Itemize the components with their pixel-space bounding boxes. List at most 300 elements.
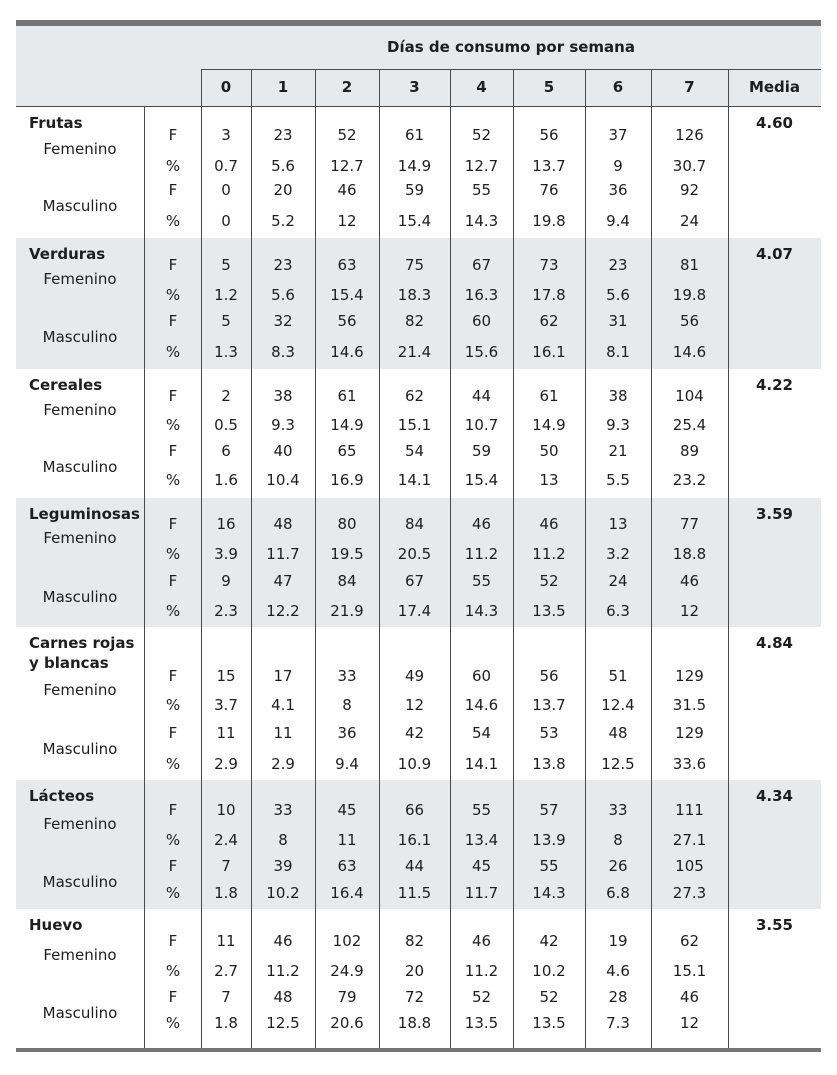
table-cell: 53 bbox=[539, 724, 559, 742]
table-cell: 81 bbox=[679, 256, 700, 274]
table-cell: 82 bbox=[404, 932, 425, 950]
table-cell: 18.8 bbox=[397, 1014, 432, 1032]
table-cell: 79 bbox=[337, 988, 357, 1006]
table-cell: 16.3 bbox=[464, 286, 499, 304]
table-cell: 24 bbox=[608, 572, 628, 590]
table-cell: 10.4 bbox=[266, 471, 300, 489]
row-type: % bbox=[165, 416, 181, 434]
table-cell: 62 bbox=[404, 387, 425, 405]
table-cell: 20 bbox=[273, 181, 293, 199]
table-cell: 126 bbox=[675, 126, 704, 144]
table-cell: 37 bbox=[608, 126, 628, 144]
table-cell: 102 bbox=[332, 932, 362, 950]
media-value: 4.22 bbox=[755, 376, 793, 394]
table-cell: 28 bbox=[608, 988, 628, 1006]
table-cell: 13.9 bbox=[532, 831, 566, 849]
row-type: % bbox=[165, 286, 181, 304]
table-cell: 33.6 bbox=[672, 755, 707, 773]
table-cell: 17.8 bbox=[532, 286, 566, 304]
table-cell: 76 bbox=[539, 181, 559, 199]
table-cell: 1.6 bbox=[214, 471, 238, 489]
table-cell: 30.7 bbox=[672, 157, 707, 175]
table-cell: 44 bbox=[404, 857, 425, 875]
table-cell: 16.9 bbox=[330, 471, 364, 489]
table-cell: 21 bbox=[608, 442, 628, 460]
table-cell: 3.9 bbox=[214, 545, 238, 563]
table-cell: 12 bbox=[679, 602, 700, 620]
table-cell: 20.5 bbox=[397, 545, 432, 563]
table-cell: 2.7 bbox=[214, 962, 238, 980]
table-cell: 11 bbox=[216, 724, 236, 742]
table-cell: 129 bbox=[675, 724, 704, 742]
table-cell: 14.6 bbox=[464, 696, 499, 714]
table-cell: 1.2 bbox=[214, 286, 238, 304]
table-cell: 49 bbox=[404, 667, 425, 685]
table-cell: 10.7 bbox=[464, 416, 499, 434]
table-cell: 13.5 bbox=[532, 1014, 566, 1032]
table-cell: 9 bbox=[613, 157, 623, 175]
table-cell: 16.1 bbox=[397, 831, 432, 849]
table-cell: 13 bbox=[539, 471, 559, 489]
table-cell: 56 bbox=[539, 126, 559, 144]
table-cell: 14.9 bbox=[397, 157, 432, 175]
table-cell: 13.8 bbox=[532, 755, 566, 773]
column-divider bbox=[201, 69, 202, 1048]
column-divider bbox=[728, 69, 729, 1048]
table-cell: 59 bbox=[404, 181, 425, 199]
table-cell: 4.1 bbox=[271, 696, 295, 714]
row-type: F bbox=[168, 442, 178, 460]
table-cell: 84 bbox=[404, 515, 425, 533]
table-cell: 2.9 bbox=[271, 755, 295, 773]
table-cell: 56 bbox=[679, 312, 700, 330]
table-cell: 31 bbox=[608, 312, 628, 330]
table-cell: 80 bbox=[337, 515, 357, 533]
table-cell: 1.3 bbox=[214, 343, 238, 361]
column-header-2: 2 bbox=[341, 78, 353, 96]
sex-label: Masculino bbox=[42, 197, 118, 215]
table-cell: 15.4 bbox=[330, 286, 364, 304]
table-cell: 104 bbox=[675, 387, 704, 405]
table-cell: 61 bbox=[539, 387, 559, 405]
table-cell: 66 bbox=[404, 801, 425, 819]
table-cell: 52 bbox=[471, 126, 492, 144]
table-cell: 13.4 bbox=[464, 831, 499, 849]
table-cell: 3.2 bbox=[606, 545, 630, 563]
table-cell: 11.7 bbox=[464, 884, 499, 902]
category-name: Verduras bbox=[29, 245, 106, 263]
row-type: % bbox=[165, 831, 181, 849]
table-cell: 46 bbox=[679, 988, 700, 1006]
table-cell: 13.5 bbox=[532, 602, 566, 620]
sex-label: Femenino bbox=[43, 529, 117, 547]
table-cell: 2.9 bbox=[214, 755, 238, 773]
table-cell: 5.6 bbox=[606, 286, 630, 304]
media-value: 3.59 bbox=[755, 505, 793, 523]
table-cell: 19.8 bbox=[672, 286, 707, 304]
table-cell: 5.6 bbox=[271, 157, 295, 175]
table-cell: 6.8 bbox=[606, 884, 630, 902]
table-cell: 32 bbox=[273, 312, 293, 330]
row-type: F bbox=[168, 126, 178, 144]
table-cell: 10.9 bbox=[397, 755, 432, 773]
table-cell: 15.1 bbox=[672, 962, 707, 980]
table-cell: 17 bbox=[273, 667, 293, 685]
table-cell: 14.3 bbox=[532, 884, 566, 902]
table-cell: 62 bbox=[679, 932, 700, 950]
table-cell: 33 bbox=[608, 801, 628, 819]
table-cell: 9.3 bbox=[271, 416, 295, 434]
row-type: F bbox=[168, 515, 178, 533]
table-cell: 48 bbox=[608, 724, 628, 742]
category-name: Cereales bbox=[29, 376, 103, 394]
table-cell: 44 bbox=[471, 387, 492, 405]
table-cell: 24.9 bbox=[330, 962, 364, 980]
table-cell: 33 bbox=[273, 801, 293, 819]
table-cell: 75 bbox=[404, 256, 425, 274]
header-title: Días de consumo por semana bbox=[387, 38, 635, 56]
table-cell: 52 bbox=[337, 126, 357, 144]
table-cell: 4.6 bbox=[606, 962, 630, 980]
table-cell: 16.1 bbox=[532, 343, 566, 361]
table-cell: 21.4 bbox=[397, 343, 432, 361]
table-cell: 14.6 bbox=[672, 343, 707, 361]
table-cell: 3.7 bbox=[214, 696, 238, 714]
table-cell: 19.8 bbox=[532, 212, 566, 230]
table-cell: 46 bbox=[471, 932, 492, 950]
table-cell: 12.4 bbox=[601, 696, 635, 714]
table-cell: 51 bbox=[608, 667, 628, 685]
table-cell: 15.1 bbox=[397, 416, 432, 434]
row-type: % bbox=[165, 602, 181, 620]
category-name: Leguminosas bbox=[29, 505, 140, 523]
table-cell: 14.6 bbox=[330, 343, 364, 361]
table-cell: 15 bbox=[216, 667, 236, 685]
table-cell: 6 bbox=[221, 442, 231, 460]
category-name: Carnes rojas y blancas bbox=[29, 634, 135, 672]
table-cell: 9.4 bbox=[335, 755, 359, 773]
table-cell: 12.7 bbox=[330, 157, 364, 175]
table-cell: 8.1 bbox=[606, 343, 630, 361]
table-cell: 0 bbox=[221, 212, 231, 230]
table-bottom-rule bbox=[16, 1048, 821, 1052]
table-cell: 14.3 bbox=[464, 212, 499, 230]
table-cell: 10 bbox=[216, 801, 236, 819]
table-cell: 21.9 bbox=[330, 602, 364, 620]
table-cell: 57 bbox=[539, 801, 559, 819]
media-value: 4.07 bbox=[755, 245, 793, 263]
table-cell: 24 bbox=[679, 212, 700, 230]
table-cell: 54 bbox=[471, 724, 492, 742]
column-header-1: 1 bbox=[277, 78, 289, 96]
table-cell: 36 bbox=[337, 724, 357, 742]
table-cell: 23 bbox=[273, 256, 293, 274]
table-cell: 9 bbox=[221, 572, 231, 590]
table-cell: 13.7 bbox=[532, 157, 566, 175]
row-type: % bbox=[165, 696, 181, 714]
table-cell: 25.4 bbox=[672, 416, 707, 434]
table-cell: 11.5 bbox=[397, 884, 432, 902]
table-cell: 11.7 bbox=[266, 545, 300, 563]
table-cell: 2.3 bbox=[214, 602, 238, 620]
table-cell: 13 bbox=[608, 515, 628, 533]
column-header-media: Media bbox=[748, 78, 801, 96]
media-value: 4.84 bbox=[755, 634, 793, 652]
table-cell: 12.5 bbox=[601, 755, 635, 773]
table-cell: 31.5 bbox=[672, 696, 707, 714]
table-cell: 62 bbox=[539, 312, 559, 330]
table-cell: 8 bbox=[342, 696, 352, 714]
table-cell: 38 bbox=[608, 387, 628, 405]
sex-label: Masculino bbox=[42, 588, 118, 606]
table-cell: 9.4 bbox=[606, 212, 630, 230]
sex-label: Masculino bbox=[42, 740, 118, 758]
table-cell: 11 bbox=[337, 831, 357, 849]
table-cell: 67 bbox=[471, 256, 492, 274]
table-cell: 45 bbox=[337, 801, 357, 819]
table-cell: 73 bbox=[539, 256, 559, 274]
row-type: % bbox=[165, 755, 181, 773]
table-cell: 12 bbox=[404, 696, 425, 714]
sex-label: Masculino bbox=[42, 873, 118, 891]
table-cell: 23.2 bbox=[672, 471, 707, 489]
table-cell: 52 bbox=[539, 988, 559, 1006]
row-type: % bbox=[165, 545, 181, 563]
table-cell: 0.7 bbox=[214, 157, 238, 175]
row-type: F bbox=[168, 387, 178, 405]
media-value: 4.60 bbox=[755, 114, 793, 132]
table-cell: 82 bbox=[404, 312, 425, 330]
table-cell: 11.2 bbox=[464, 962, 499, 980]
table-cell: 105 bbox=[675, 857, 704, 875]
table-cell: 47 bbox=[273, 572, 293, 590]
table-cell: 11.2 bbox=[464, 545, 499, 563]
column-divider bbox=[315, 69, 316, 1048]
row-type: % bbox=[165, 884, 181, 902]
sex-label: Femenino bbox=[43, 946, 117, 964]
media-value: 4.34 bbox=[755, 787, 793, 805]
row-type: F bbox=[168, 857, 178, 875]
column-divider bbox=[513, 69, 514, 1048]
row-type: F bbox=[168, 667, 178, 685]
category-name: Huevo bbox=[29, 916, 83, 934]
table-cell: 60 bbox=[471, 667, 492, 685]
table-cell: 9.3 bbox=[606, 416, 630, 434]
table-cell: 27.1 bbox=[672, 831, 707, 849]
column-header-4: 4 bbox=[476, 78, 487, 96]
table-cell: 8 bbox=[278, 831, 288, 849]
category-name: Lácteos bbox=[29, 787, 95, 805]
row-type: % bbox=[165, 212, 181, 230]
table-cell: 3 bbox=[221, 126, 231, 144]
table-cell: 45 bbox=[471, 857, 492, 875]
table-cell: 2 bbox=[221, 387, 231, 405]
table-cell: 0 bbox=[221, 181, 231, 199]
table-cell: 1.8 bbox=[214, 884, 238, 902]
table-cell: 5 bbox=[221, 256, 231, 274]
row-type: % bbox=[165, 1014, 181, 1032]
category-name: Frutas bbox=[29, 114, 83, 132]
table-cell: 15.6 bbox=[464, 343, 499, 361]
table-cell: 11.2 bbox=[532, 545, 566, 563]
table-cell: 50 bbox=[539, 442, 559, 460]
table-cell: 56 bbox=[337, 312, 357, 330]
table-cell: 46 bbox=[679, 572, 700, 590]
table-cell: 0.5 bbox=[214, 416, 238, 434]
table-cell: 33 bbox=[337, 667, 357, 685]
table-cell: 48 bbox=[273, 988, 293, 1006]
sex-label: Femenino bbox=[43, 270, 117, 288]
sex-label: Masculino bbox=[42, 328, 118, 346]
table-cell: 10.2 bbox=[532, 962, 566, 980]
table-cell: 23 bbox=[608, 256, 628, 274]
table-cell: 11.2 bbox=[266, 962, 300, 980]
row-type: % bbox=[165, 157, 181, 175]
sex-label: Masculino bbox=[42, 458, 118, 476]
table-cell: 39 bbox=[273, 857, 293, 875]
column-header-5: 5 bbox=[543, 78, 555, 96]
table-cell: 54 bbox=[404, 442, 425, 460]
table-cell: 36 bbox=[608, 181, 628, 199]
table-cell: 89 bbox=[679, 442, 700, 460]
sex-label: Femenino bbox=[43, 815, 117, 833]
table-cell: 61 bbox=[337, 387, 357, 405]
table-cell: 15.4 bbox=[464, 471, 499, 489]
table-cell: 65 bbox=[337, 442, 357, 460]
row-type: F bbox=[168, 988, 178, 1006]
table-cell: 7.3 bbox=[606, 1014, 630, 1032]
table-cell: 8.3 bbox=[271, 343, 295, 361]
table-cell: 42 bbox=[539, 932, 559, 950]
table-cell: 61 bbox=[404, 126, 425, 144]
table-cell: 10.2 bbox=[266, 884, 300, 902]
table-cell: 14.9 bbox=[532, 416, 566, 434]
table-cell: 14.1 bbox=[397, 471, 432, 489]
table-cell: 16 bbox=[216, 515, 236, 533]
column-header-6: 6 bbox=[612, 78, 624, 96]
table-cell: 26 bbox=[608, 857, 628, 875]
table-cell: 56 bbox=[539, 667, 559, 685]
table-cell: 72 bbox=[404, 988, 425, 1006]
table-cell: 16.4 bbox=[330, 884, 364, 902]
row-type: % bbox=[165, 343, 181, 361]
column-divider bbox=[251, 69, 252, 1048]
table-cell: 55 bbox=[539, 857, 559, 875]
table-cell: 13.5 bbox=[464, 1014, 499, 1032]
table-cell: 1.8 bbox=[214, 1014, 238, 1032]
table-cell: 52 bbox=[539, 572, 559, 590]
table-cell: 11 bbox=[216, 932, 236, 950]
row-type: F bbox=[168, 256, 178, 274]
table-cell: 15.4 bbox=[397, 212, 432, 230]
table-cell: 20 bbox=[404, 962, 425, 980]
table-cell: 19 bbox=[608, 932, 628, 950]
table-cell: 2.4 bbox=[214, 831, 238, 849]
table-cell: 63 bbox=[337, 857, 357, 875]
table-cell: 40 bbox=[273, 442, 293, 460]
table-cell: 18.8 bbox=[672, 545, 707, 563]
column-divider bbox=[450, 69, 451, 1048]
column-divider bbox=[144, 107, 145, 1048]
table-cell: 46 bbox=[273, 932, 293, 950]
table-cell: 13.7 bbox=[532, 696, 566, 714]
table-cell: 129 bbox=[675, 667, 704, 685]
column-header-7: 7 bbox=[684, 78, 695, 96]
row-type: F bbox=[168, 932, 178, 950]
table-cell: 67 bbox=[404, 572, 425, 590]
table-cell: 42 bbox=[404, 724, 425, 742]
table-cell: 38 bbox=[273, 387, 293, 405]
table-cell: 111 bbox=[675, 801, 704, 819]
table-cell: 12 bbox=[337, 212, 357, 230]
table-cell: 55 bbox=[471, 572, 492, 590]
table-cell: 20.6 bbox=[330, 1014, 364, 1032]
sex-label: Femenino bbox=[43, 401, 117, 419]
row-type: F bbox=[168, 312, 178, 330]
sex-label: Femenino bbox=[43, 140, 117, 158]
table-cell: 6.3 bbox=[606, 602, 630, 620]
table-cell: 12.2 bbox=[266, 602, 300, 620]
table-cell: 12.5 bbox=[266, 1014, 300, 1032]
table-cell: 8 bbox=[613, 831, 623, 849]
table-cell: 14.9 bbox=[330, 416, 364, 434]
media-value: 3.55 bbox=[755, 916, 793, 934]
table-cell: 55 bbox=[471, 801, 492, 819]
column-divider bbox=[651, 69, 652, 1048]
table-cell: 5.5 bbox=[606, 471, 630, 489]
table-cell: 19.5 bbox=[330, 545, 364, 563]
sex-label: Masculino bbox=[42, 1004, 118, 1022]
row-type: F bbox=[168, 801, 178, 819]
table-cell: 55 bbox=[471, 181, 492, 199]
row-type: % bbox=[165, 471, 181, 489]
header-bottom-line bbox=[16, 106, 821, 107]
table-cell: 46 bbox=[539, 515, 559, 533]
table-cell: 18.3 bbox=[397, 286, 432, 304]
table-cell: 12.7 bbox=[464, 157, 499, 175]
table-cell: 5 bbox=[221, 312, 231, 330]
column-header-0: 0 bbox=[220, 78, 232, 96]
table-cell: 14.1 bbox=[464, 755, 499, 773]
table-cell: 52 bbox=[471, 988, 492, 1006]
table-cell: 23 bbox=[273, 126, 293, 144]
table-cell: 5.6 bbox=[271, 286, 295, 304]
column-divider bbox=[585, 69, 586, 1048]
table-cell: 7 bbox=[221, 988, 231, 1006]
table-cell: 7 bbox=[221, 857, 231, 875]
row-type: F bbox=[168, 181, 178, 199]
column-divider bbox=[379, 69, 380, 1048]
table-cell: 48 bbox=[273, 515, 293, 533]
table-cell: 5.2 bbox=[271, 212, 295, 230]
table-cell: 27.3 bbox=[672, 884, 707, 902]
table-cell: 14.3 bbox=[464, 602, 499, 620]
row-type: F bbox=[168, 724, 178, 742]
table-cell: 46 bbox=[471, 515, 492, 533]
column-header-3: 3 bbox=[409, 78, 420, 96]
table-cell: 63 bbox=[337, 256, 357, 274]
sex-label: Femenino bbox=[43, 681, 117, 699]
table-cell: 60 bbox=[471, 312, 492, 330]
table-cell: 84 bbox=[337, 572, 357, 590]
table-cell: 17.4 bbox=[397, 602, 432, 620]
table-top-rule bbox=[16, 20, 821, 26]
table-cell: 59 bbox=[471, 442, 492, 460]
table-cell: 77 bbox=[679, 515, 700, 533]
table-cell: 12 bbox=[679, 1014, 700, 1032]
table-cell: 11 bbox=[273, 724, 293, 742]
row-type: F bbox=[168, 572, 178, 590]
